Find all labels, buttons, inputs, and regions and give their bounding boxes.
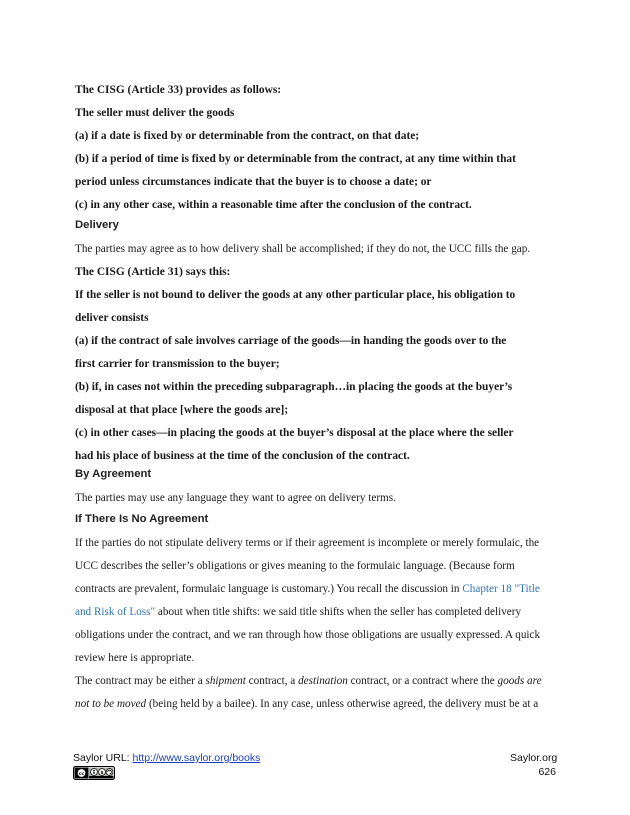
cisg-31-line: If the seller is not bound to deliver the goods at any other particular place, his obligation to (75, 289, 516, 301)
footer-source (73, 752, 260, 764)
emphasis-goods-are: goods are (497, 675, 542, 687)
footer-label: Saylor URL: (73, 752, 133, 764)
paragraph-line: obligations under the contract, and we ran through how those obligations are usually expressed. A quick (75, 629, 541, 641)
paragraph-line: The parties may use any language they want to agree on delivery terms. (75, 492, 396, 504)
creative-commons-by-icon (73, 766, 115, 780)
paragraph-line (75, 583, 540, 595)
cisg-33-line: The seller must deliver the goods (75, 107, 235, 119)
text-run: The contract may be either a (75, 675, 206, 687)
cisg-33-line: period unless circumstances indicate that the buyer is to choose a date; or (75, 176, 432, 188)
heading-delivery: Delivery (75, 219, 119, 231)
cisg-33-intro: The CISG (Article 33) provides as follows: (75, 84, 282, 96)
paragraph-line: If the parties do not stipulate delivery terms or if their agreement is incomplete or merely formulaic, the (75, 537, 540, 549)
paragraph-line (75, 606, 521, 618)
footer-org: Saylor.org (510, 752, 558, 764)
chapter-18-link[interactable]: Chapter 18 "Title (462, 583, 540, 595)
cisg-33-line: (c) in any other case, within a reasonable time after the conclusion of the contract. (75, 199, 472, 211)
text-run: about when title shifts: we said title shifts when the seller has completed delivery (155, 606, 522, 618)
text-run: contract, or a contract where the (347, 675, 498, 687)
heading-no-agreement: If There Is No Agreement (75, 513, 209, 525)
paragraph-line: The parties may agree as to how delivery shall be accomplished; if they do not, the UCC fills the gap. (75, 243, 531, 255)
cisg-31-line: (b) if, in cases not within the preceding subparagraph…in placing the goods at the buyer’s (75, 381, 513, 393)
heading-by-agreement: By Agreement (75, 468, 152, 480)
emphasis-not-to-be-moved: not to be moved (75, 698, 147, 710)
cisg-31-line: disposal at that place [where the goods are]; (75, 404, 289, 416)
cisg-31-line: (a) if the contract of sale involves carriage of the goods—in handing the goods over to the (75, 335, 507, 347)
cisg-31-line: deliver consists (75, 312, 149, 324)
cisg-33-line: (a) if a date is fixed by or determinable from the contract, on that date; (75, 130, 420, 142)
emphasis-destination: destination (298, 675, 348, 687)
page-number: 626 (538, 766, 556, 778)
chapter-18-link-continued[interactable]: and Risk of Loss" (75, 606, 156, 618)
text-run: contract, a (245, 675, 299, 687)
cisg-31-intro: The CISG (Article 31) says this: (75, 266, 231, 278)
emphasis-shipment: shipment (205, 675, 246, 687)
cisg-31-line: first carrier for transmission to the buyer; (75, 358, 280, 370)
paragraph-line: review here is appropriate. (75, 652, 195, 664)
text-run: (being held by a bailee). In any case, unless otherwise agreed, the delivery must be at a (146, 698, 539, 710)
cisg-31-line: had his place of business at the time of the conclusion of the contract. (75, 450, 410, 462)
svg-text:$: $ (100, 770, 104, 776)
cisg-31-line: (c) in other cases—in placing the goods at the buyer’s disposal at the place where the seller (75, 427, 514, 439)
cisg-33-line: (b) if a period of time is fixed by or determinable from the contract, at any time within that (75, 153, 516, 165)
paragraph-line: UCC describes the seller’s obligations or gives meaning to the formulaic language. (Because form (75, 560, 515, 572)
paragraph-line (75, 698, 538, 710)
svg-text:cc: cc (78, 771, 85, 777)
paragraph-line (75, 675, 542, 687)
text-run: contracts are prevalent, formulaic language is customary.) You recall the discussion in (75, 583, 463, 595)
saylor-url-link[interactable]: http://www.saylor.org/books (132, 752, 261, 764)
